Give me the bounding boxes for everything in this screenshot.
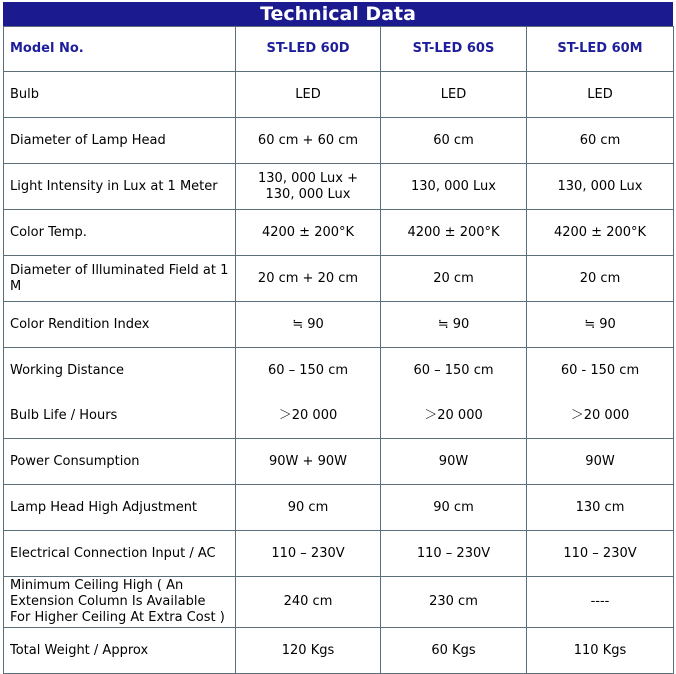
cell-value: 60 – 150 cm <box>413 362 494 378</box>
cell-value: 120 Kgs <box>236 628 381 674</box>
cell-value: 4200 ± 200°K <box>527 210 674 256</box>
cell-value: ≒ 90 <box>527 302 674 348</box>
cell-value: ＞20 000 <box>278 407 338 423</box>
cell-value: LED <box>381 72 527 118</box>
cell-value: LED <box>527 72 674 118</box>
cell-value: 90 cm <box>236 485 381 531</box>
cell-value: 110 – 230V <box>381 531 527 577</box>
cell-value: 60 - 150 cm <box>560 362 640 378</box>
table-row <box>4 256 674 302</box>
row-label: Bulb <box>4 72 236 118</box>
table-row <box>4 439 674 485</box>
cell-value: ＞20 000 <box>570 407 630 423</box>
cell-value: 60 – 150 cm <box>267 362 349 378</box>
cell-value: ≒ 90 <box>236 302 381 348</box>
cell-value: 60 cm <box>527 118 674 164</box>
spec-table <box>3 26 674 674</box>
table-row <box>4 531 674 577</box>
cell-pair <box>236 348 381 439</box>
cell-value: 240 cm <box>236 577 381 628</box>
table-row <box>4 302 674 348</box>
cell-value: ＞20 000 <box>424 407 483 423</box>
cell-value: 130, 000 Lux <box>527 164 674 210</box>
table-row <box>4 628 674 674</box>
cell-value: ---- <box>527 577 674 628</box>
row-label: Electrical Connection Input / AC <box>4 531 236 577</box>
table-row <box>4 164 674 210</box>
cell-value: 20 cm <box>527 256 674 302</box>
row-label: Diameter of Lamp Head <box>4 118 236 164</box>
row-label: Color Rendition Index <box>4 302 236 348</box>
model-60s: ST-LED 60S <box>381 27 527 72</box>
model-60m: ST-LED 60M <box>527 27 674 72</box>
cell-value: 60 cm <box>381 118 527 164</box>
cell-value: 230 cm <box>381 577 527 628</box>
table-title: Technical Data <box>3 2 673 26</box>
cell-value: 20 cm + 20 cm <box>236 256 381 302</box>
cell-pair <box>381 348 527 439</box>
technical-data-sheet <box>3 2 673 674</box>
row-label: Diameter of Illuminated Field at 1 M <box>4 256 236 302</box>
table-row <box>4 577 674 628</box>
cell-value: 90W <box>527 439 674 485</box>
row-label: Total Weight / Approx <box>4 628 236 674</box>
row-label: Bulb Life / Hours <box>10 407 118 423</box>
cell-value: ≒ 90 <box>381 302 527 348</box>
row-label-pair <box>4 348 236 439</box>
row-label: Light Intensity in Lux at 1 Meter <box>4 164 236 210</box>
cell-value: 130, 000 Lux + 130, 000 Lux <box>236 164 381 210</box>
table-row <box>4 118 674 164</box>
header-row <box>4 27 674 72</box>
cell-value: 110 – 230V <box>527 531 674 577</box>
cell-value: 90W + 90W <box>236 439 381 485</box>
cell-value: 130, 000 Lux <box>381 164 527 210</box>
cell-value: 4200 ± 200°K <box>236 210 381 256</box>
cell-value: 90 cm <box>381 485 527 531</box>
cell-pair <box>527 348 674 439</box>
row-label: Power Consumption <box>4 439 236 485</box>
table-row <box>4 72 674 118</box>
table-row <box>4 485 674 531</box>
cell-value: 90W <box>381 439 527 485</box>
row-label: Lamp Head High Adjustment <box>4 485 236 531</box>
cell-value: 110 – 230V <box>236 531 381 577</box>
cell-value: 20 cm <box>381 256 527 302</box>
table-row <box>4 210 674 256</box>
cell-value: 60 Kgs <box>381 628 527 674</box>
cell-value: LED <box>236 72 381 118</box>
row-label: Minimum Ceiling High ( An Extension Column Is Available For Higher Ceiling At Extra Cost ) <box>4 577 236 628</box>
header-label: Model No. <box>4 27 236 72</box>
row-label: Working Distance <box>10 362 124 378</box>
cell-value: 130 cm <box>527 485 674 531</box>
table-row-merged <box>4 348 674 439</box>
cell-value: 4200 ± 200°K <box>381 210 527 256</box>
row-label: Color Temp. <box>4 210 236 256</box>
cell-value: 60 cm + 60 cm <box>236 118 381 164</box>
cell-value: 110 Kgs <box>527 628 674 674</box>
model-60d: ST-LED 60D <box>236 27 381 72</box>
